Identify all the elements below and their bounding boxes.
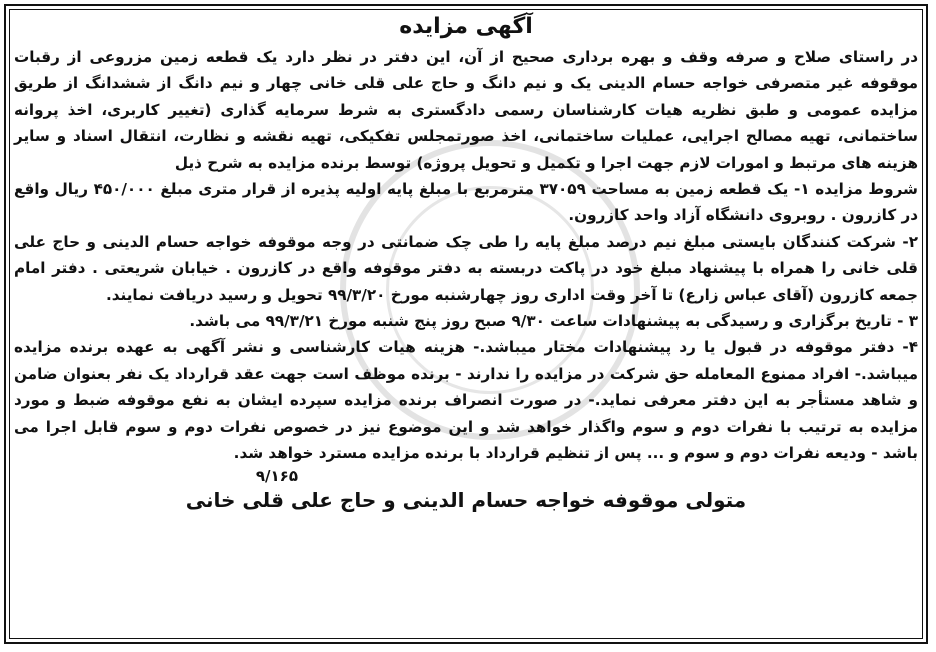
condition-4: ۴- دفتر موقوفه در قبول یا رد پیشنهادات مختار میباشد.- هزینه هیات کارشناسی و نشر آگهی به عهده برنده مزایده میباشد.- افراد ممنوع المعامله حق شرکت در مزایده را ندارند - برنده موظف است جهت عقد قرارداد یک نفر بعنوان ضامن و شاهد مستأجر به این دفتر معرفی نماید.- در صورت انصراف برنده مزایده سپرده ایشان به نفع موقوفه ضبط و مورد مزایده به ترتیب با نفرات دوم و سوم واگذار خواهد شد و این موضوع نیز در خصوص نفرات دوم و سوم قابل اجرا می باشد - ودیعه نفرات دوم و سوم و ... پس از تنظیم قرارداد با برنده مزایده مسترد خواهد شد. bbox=[14, 338, 918, 463]
notice-signature: متولی موقوفه خواجه حسام الدینی و حاج علی قلی خانی bbox=[185, 487, 747, 512]
notice-intro: در راستای صلاح و صرفه وقف و بهره برداری صحیح از آن، این دفتر در نظر دارد یک قطعه زمین مزروعی از رقبات موقوفه غیر متصرفی خواجه حسام الدینی یک و نیم دانگ و حاج علی قلی خانی چهار و نیم دانگ از ششدانگ از طریق مزایده عمومی و طبق نظریه هیات کارشناسان رسمی دادگستری به شرط سرمایه گذاری (تغییر کاربری، اخذ پروانه ساختمانی، تهیه مصالح اجرایی، عملیات ساختمانی، اخذ صورتمجلس تفکیکی، تهیه نقشه و نظارت، انتقال اسناد و سایر هزینه های مرتبط و امورات لازم جهت اجرا و تکمیل و تحویل پروژه) توسط برنده مزایده به شرح ذیل bbox=[14, 48, 918, 172]
condition-3: ۳ - تاریخ برگزاری و رسیدگی به پیشنهادات ساعت ۹/۳۰ صبح روز پنج شنبه مورخ ۹۹/۳/۲۱ می باشد. bbox=[189, 312, 918, 331]
notice-content bbox=[14, 10, 918, 515]
notice-reference-number: ۹/۱۶۵ bbox=[255, 466, 298, 485]
condition-2: ۲- شرکت کنندگان بایستی مبلغ نیم درصد مبلغ پایه را طی چک ضمانتی در وجه موقوفه خواجه حسام الدینی و حاج علی قلی خانی را همراه با پیشنهاد مبلغ خود در پاکت دربسته به دفتر موقوفه واقع در کازرون . خیابان شریعتی . دفتر امام جمعه کازرون (آقای عباس زارع) تا آخر وقت اداری روز چهارشنبه مورخ ۹۹/۳/۲۰ تحویل و رسید دریافت نمایند. bbox=[14, 232, 918, 304]
notice-title: آگهی مزایده bbox=[399, 14, 533, 39]
condition-1: شروط مزایده ۱- یک قطعه زمین به مساحت ۳۷۰۵۹ مترمربع با مبلغ پایه اولیه پذیره از قرار متری مبلغ ۴۵۰/۰۰۰ ریال واقع در کازرون . روبروی دانشگاه آزاد واحد کازرون. bbox=[14, 180, 918, 225]
